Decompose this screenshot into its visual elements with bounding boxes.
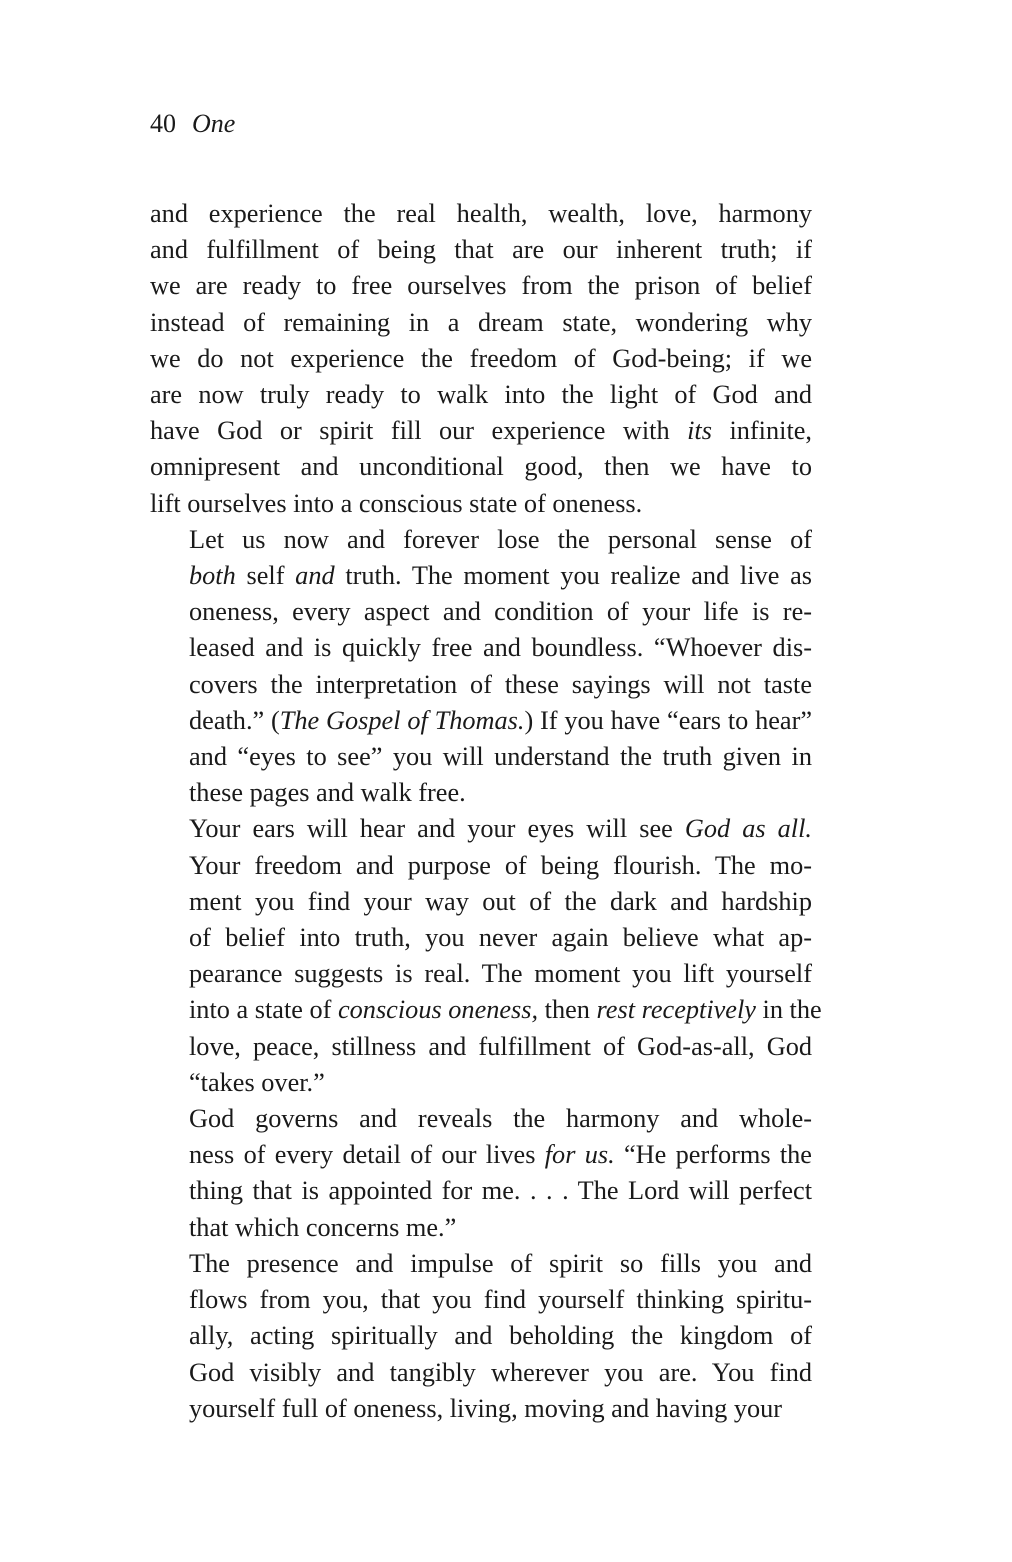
paragraph: [150, 811, 822, 1101]
text-run: in the: [755, 995, 822, 1025]
text-line: [150, 884, 812, 920]
text-run: pearance suggests is real. The moment you lift yourself: [189, 959, 812, 989]
text-line: [150, 1355, 812, 1391]
text-run: yourself full of oneness, living, moving and having your: [189, 1393, 783, 1423]
text-line: [150, 1065, 812, 1101]
text-line: [150, 1029, 812, 1065]
italic-text: and: [295, 561, 335, 591]
text-run: covers the interpretation of these sayings will not taste: [189, 669, 812, 699]
text-line: [150, 775, 812, 811]
paragraph: [150, 1101, 812, 1246]
text-line: [150, 522, 812, 558]
paragraph: [150, 522, 812, 812]
text-run: “takes over.”: [189, 1067, 325, 1097]
text-run: ) If you have “ears to hear”: [524, 705, 813, 735]
text-run: of belief into truth, you never again believe what ap-: [189, 923, 812, 953]
text-run: then: [538, 995, 597, 1025]
text-run: oneness, every aspect and condition of your life is re-: [189, 597, 812, 627]
text-run: Your ears will hear and your eyes will see: [189, 814, 685, 844]
text-run: leased and is quickly free and boundless. “Whoever dis-: [189, 633, 812, 663]
text-run: and experience the real health, wealth, love, harmony: [150, 199, 812, 228]
text-line: [150, 1318, 812, 1354]
text-line: [150, 992, 822, 1028]
text-line: [150, 848, 812, 884]
italic-text: God as all.: [684, 814, 812, 844]
text-run: God governs and reveals the harmony and whole-: [189, 1104, 812, 1134]
text-run: The presence and impulse of spirit so fills you and: [189, 1248, 812, 1278]
text-run: ment you find your way out of the dark and hardship: [189, 886, 812, 916]
text-run: lift ourselves into a conscious state of oneness.: [150, 488, 643, 518]
text-line: [150, 486, 812, 522]
italic-text: both: [189, 561, 236, 591]
text-line: [150, 196, 812, 232]
italic-text: conscious oneness,: [337, 995, 539, 1025]
text-run: instead of remaining in a dream state, wondering why: [150, 307, 812, 337]
text-run: “He performs the: [614, 1140, 812, 1170]
italic-text: rest receptively: [596, 995, 756, 1025]
text-run: ness of every detail of our lives: [189, 1140, 545, 1170]
italic-text: for us.: [544, 1140, 615, 1170]
chapter-title: One: [192, 109, 236, 138]
text-run: thing that is appointed for me. . . . The Lord will perfect: [189, 1176, 812, 1206]
text-line: [150, 956, 812, 992]
text-line: [150, 558, 812, 594]
text-run: infinite,: [711, 416, 812, 446]
text-run: omnipresent and unconditional good, then we have to: [150, 452, 812, 482]
text-line: [150, 1282, 812, 1318]
text-run: and fulfillment of being that are our inherent truth; if: [150, 235, 812, 265]
text-run: are now truly ready to walk into the light of God and: [150, 380, 812, 410]
text-run: love, peace, stillness and fulfillment of God-as-all, God: [189, 1031, 812, 1061]
text-run: ally, acting spiritually and beholding the kingdom of: [189, 1321, 812, 1351]
text-line: [150, 1173, 812, 1209]
text-run: truth. The moment you realize and live as: [334, 561, 812, 591]
text-run: into a state of: [189, 995, 338, 1025]
text-run: God visibly and tangibly wherever you are. You find: [189, 1357, 812, 1387]
text-line: [150, 341, 812, 377]
text-line: [150, 920, 812, 956]
text-line: [150, 1246, 812, 1282]
text-line: [150, 268, 812, 304]
body-text: [150, 196, 822, 1427]
text-run: these pages and walk free.: [189, 778, 466, 808]
paragraph: [150, 1246, 812, 1427]
text-line: [150, 1210, 812, 1246]
text-line: [150, 594, 812, 630]
text-line: [150, 811, 812, 847]
running-head: [150, 106, 235, 142]
text-run: we are ready to free ourselves from the prison of belief: [150, 271, 812, 301]
text-line: [150, 232, 812, 268]
page-number: 40: [150, 109, 176, 138]
text-run: we do not experience the freedom of God-being; if we: [150, 343, 812, 373]
text-run: and “eyes to see” you will understand the truth given in: [189, 742, 812, 772]
text-line: [150, 1101, 812, 1137]
text-line: [150, 377, 812, 413]
text-line: [150, 305, 812, 341]
text-line: [150, 413, 812, 449]
text-line: [150, 630, 812, 666]
text-line: [150, 1137, 812, 1173]
text-run: death.” (: [189, 705, 280, 735]
text-run: flows from you, that you find yourself thinking spiritu-: [189, 1285, 812, 1315]
text-run: self: [235, 561, 296, 591]
text-line: [150, 449, 812, 485]
text-run: Your freedom and purpose of being flourish. The mo-: [189, 850, 812, 880]
text-line: [150, 1391, 812, 1427]
text-run: that which concerns me.”: [189, 1212, 457, 1242]
text-line: [150, 703, 812, 739]
italic-text: The Gospel of Thomas.: [279, 705, 525, 735]
text-line: [150, 739, 812, 775]
text-run: have God or spirit fill our experience with: [150, 416, 688, 446]
text-line: [150, 667, 812, 703]
text-run: Let us now and forever lose the personal sense of: [189, 524, 812, 554]
italic-text: its: [687, 416, 712, 446]
paragraph: [150, 196, 812, 522]
